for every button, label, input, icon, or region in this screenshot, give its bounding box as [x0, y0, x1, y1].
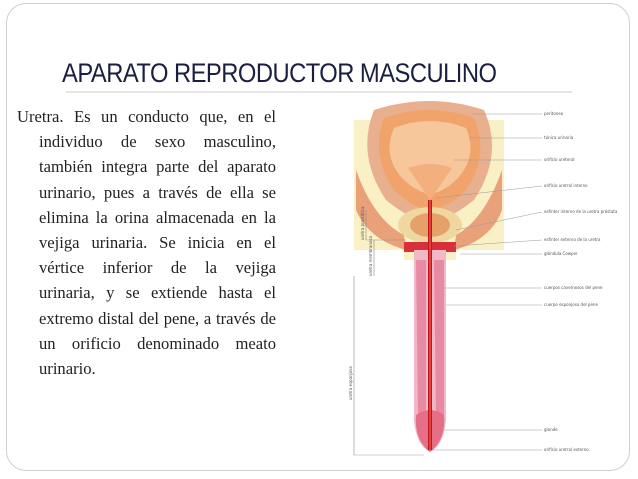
label-peritoneo: peritoneo	[544, 111, 564, 116]
label-orificio-uretral-interno: orificio uretral interno	[544, 183, 588, 188]
slide-title: APARATO REPRODUCTOR MASCULINO	[62, 58, 497, 88]
label-orificio-ureteral: orificio ureteral	[544, 157, 575, 162]
label-glande: glande	[544, 427, 558, 432]
urethra-description: Uretra. Es un conducto que, en el individuo de sexo masculino, también integra parte del aparato urinario, pues a través de ella se elimina la orina almacenada en la vejiga urinaria. Se inicia en el vértice inferior de la vejiga urinaria, y se extiende hasta el extremo distal del pene, a través de un orificio denominado meato urinario.	[17, 107, 276, 379]
label-glandula-cowper: glándula Cowper	[544, 251, 578, 256]
title-divider	[66, 91, 572, 93]
urethra-anatomy-illustration	[344, 100, 618, 462]
label-uretra-esponjosa: uretra esponjosa	[348, 366, 353, 400]
label-esfinter-externo: esfínter externo de la uretra	[544, 237, 601, 242]
label-cuerpo-cavernoso: cuerpos cavernosos del pene	[544, 285, 603, 290]
label-vejiga: túnica urinaria	[544, 135, 574, 140]
label-prostata: esfínter interno de la uretra próstata	[544, 209, 618, 214]
label-uretra-membranosa: uretra membranosa	[368, 236, 373, 276]
label-cuerpo-esponjoso: cuerpo esponjoso del pene	[544, 302, 598, 307]
label-uretra-prostatica: uretra prostática	[360, 206, 365, 240]
label-meato: orificio uretral externo	[544, 447, 589, 452]
urethra-highlight	[430, 200, 431, 450]
